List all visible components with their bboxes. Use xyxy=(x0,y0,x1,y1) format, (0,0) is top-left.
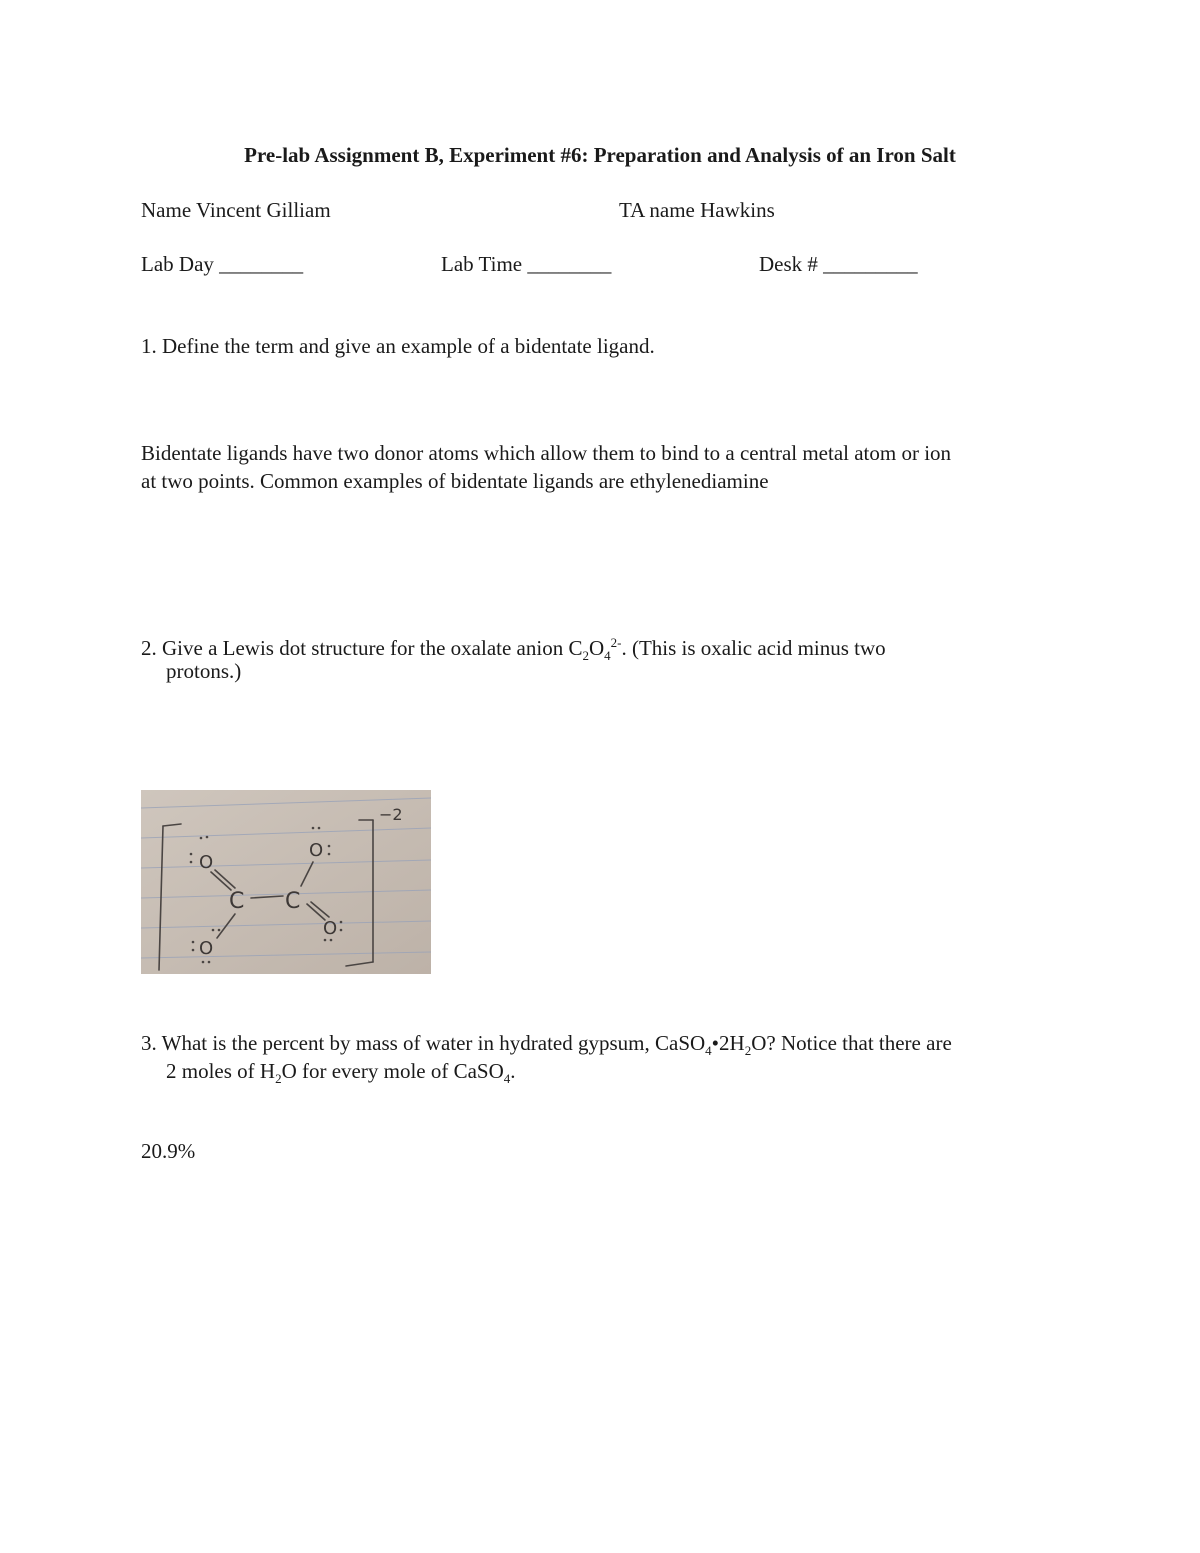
carbon-left: C xyxy=(229,889,245,914)
sketch-charge: −2 xyxy=(379,805,403,824)
lab-time-field xyxy=(441,250,611,278)
q3-text-2: •2H xyxy=(711,1031,745,1055)
q3-text-6: . xyxy=(510,1059,516,1083)
q3-text-1: 3. What is the percent by mass of water in hydrated gypsum, CaSO xyxy=(141,1031,706,1055)
ta-label: TA name xyxy=(619,198,695,222)
lab-day-label: Lab Day xyxy=(141,252,214,276)
oxygen-bottom-right: O xyxy=(323,918,338,939)
q1-answer-line-1: Bidentate ligands have two donor atoms which allow them to bind to a central metal atom or ion xyxy=(141,441,952,465)
ta-value: Hawkins xyxy=(700,198,775,222)
q3-answer: 20.9% xyxy=(141,1139,196,1163)
lab-time-label: Lab Time xyxy=(441,252,523,276)
ta-field xyxy=(619,196,775,224)
q2-prompt-start: 2. Give a Lewis dot structure for the oxalate anion C xyxy=(141,636,583,660)
q3-text-3: O? Notice that there are xyxy=(751,1031,952,1055)
q3-sub-1: 4 xyxy=(705,1043,712,1059)
oxygen-top-right: O xyxy=(309,840,324,861)
name-field xyxy=(141,196,331,224)
q3-sub-2: 2 xyxy=(744,1043,752,1059)
page-title: Pre-lab Assignment B, Experiment #6: Preparation and Analysis of an Iron Salt xyxy=(244,143,956,167)
q3-text-5: O for every mole of CaSO xyxy=(281,1059,504,1083)
lewis-structure-sketch xyxy=(141,790,431,974)
q1-prompt: 1. Define the term and give an example of a bidentate ligand. xyxy=(141,334,655,358)
name-value: Vincent Gilliam xyxy=(196,198,331,222)
q2-sub-1: 2 xyxy=(582,648,589,664)
carbon-right: C xyxy=(285,889,301,914)
lab-day-blank: ________ xyxy=(219,252,304,276)
q3-sub-3: 2 xyxy=(275,1071,282,1087)
lab-time-blank: ________ xyxy=(527,252,612,276)
q2-charge: 2- xyxy=(610,635,622,650)
q2-prompt-line-1 xyxy=(141,629,886,670)
q2-sub-2: 4 xyxy=(604,648,611,664)
lab-day-field xyxy=(141,250,303,278)
q3-sub-4: 4 xyxy=(503,1071,511,1087)
q2-oxygen: O xyxy=(588,636,605,660)
oxygen-bottom-left: O xyxy=(199,938,214,959)
desk-field xyxy=(759,250,918,278)
q2-prompt-line-2: protons.) xyxy=(166,659,242,683)
q3-text-4: 2 moles of H xyxy=(166,1059,276,1083)
name-label: Name xyxy=(141,198,192,222)
q2-prompt-end: . (This is oxalic acid minus two xyxy=(621,636,886,660)
desk-blank: _________ xyxy=(823,252,918,276)
desk-label: Desk # xyxy=(759,252,818,276)
q3-prompt-line-2 xyxy=(166,1057,516,1093)
q1-answer-line-2: at two points. Common examples of bidentate ligands are ethylenediamine xyxy=(141,469,769,493)
oxygen-top-left: O xyxy=(199,852,214,873)
